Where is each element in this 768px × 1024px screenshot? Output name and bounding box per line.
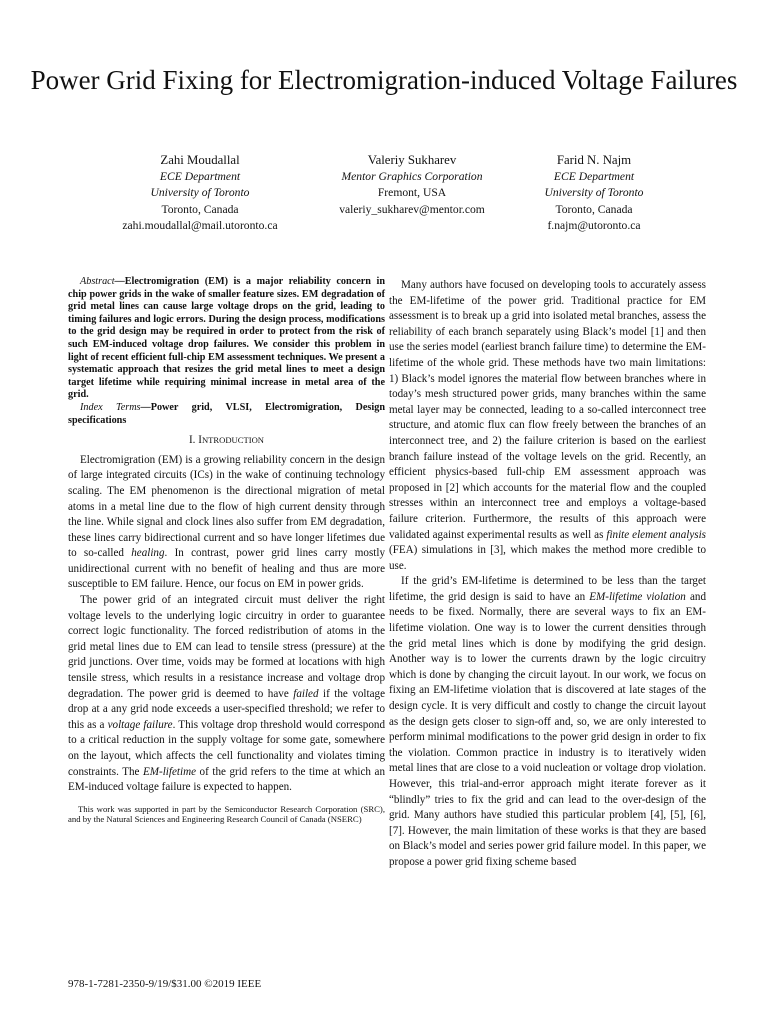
abstract-lead: Abstract bbox=[80, 276, 115, 287]
author-block-1 bbox=[100, 152, 300, 234]
author-org: University of Toronto bbox=[150, 186, 250, 200]
author-dept: ECE Department bbox=[553, 170, 635, 184]
author-name: Zahi Moudallal bbox=[160, 153, 240, 167]
section-title-initial: I bbox=[198, 434, 202, 447]
intro-paragraph-4: If the grid’s EM-lifetime is determined to be less than the target lifetime, the grid design is said to have an EM-lifetime violation and needs to be fixed. Normally, there are several ways to fix an EM-lifetime violation. One way is to lower the current densities through the grid metal lines which is done by modifying the grid design. Another way is to lower the currents drawn by the logic circuitry which is done by changing the circuit layout. In our work, we focus on fixing an EM-lifetime violation that is discovered at late stages of the design cycle. It is very difficult and costly to change the circuit layout as the design gets closer to sign-off and, so, we are only interested to perform minimal modifications to the power grid design in order to fix the violation. Common practice in industry is to iteratively widen metal lines that are close to a void nucleation or voltage drop violation. However, this trial-and-error approach might iterate forever as it “blindly” tries to fix the grid and can lead to the over-design of the grid. Many authors have studied this particular problem [4], [5], [6], [7]. However, the main limitation of these works is that they are based on Black’s model and series power grid failure model. In this paper, we propose a power grid fixing scheme based bbox=[389, 575, 707, 868]
section-heading-introduction bbox=[68, 433, 385, 449]
right-column bbox=[389, 278, 706, 871]
author-name: Farid N. Najm bbox=[556, 153, 632, 167]
author-email: valeriy_sukharev@mentor.com bbox=[339, 202, 485, 216]
index-terms-text: —Power grid, VLSI, Electromigration, Design specifications bbox=[68, 401, 385, 426]
author-email: zahi.moudallal@mail.utoronto.ca bbox=[122, 218, 278, 232]
index-terms-lead: Index Terms bbox=[80, 401, 141, 413]
author-location: Toronto, Canada bbox=[555, 202, 633, 216]
author-name: Valeriy Sukharev bbox=[367, 153, 457, 167]
author-location: Fremont, USA bbox=[377, 186, 447, 200]
paper-title: Power Grid Fixing for Electromigration-induced Voltage Failures bbox=[30, 65, 738, 95]
copyright-notice: 978-1-7281-2350-9/19/$31.00 ©2019 IEEE bbox=[68, 978, 262, 990]
author-org: Mentor Graphics Corporation bbox=[341, 170, 483, 184]
author-block-3 bbox=[494, 152, 694, 234]
author-location: Toronto, Canada bbox=[161, 202, 239, 216]
author-dept: ECE Department bbox=[159, 170, 241, 184]
footnote: This work was supported in part by the Semiconductor Research Corporation (SRC), and by the Natural Sciences and Engineering Research Council of Canada (NSERC) bbox=[68, 803, 385, 825]
author-email: f.najm@utoronto.ca bbox=[547, 218, 641, 232]
left-column bbox=[68, 276, 385, 825]
section-numeral: I. bbox=[188, 434, 196, 447]
author-org: University of Toronto bbox=[544, 186, 644, 200]
section-title-rest: NTRODUCTION bbox=[201, 435, 264, 446]
intro-paragraph-2: The power grid of an integrated circuit must deliver the right voltage levels to the underlying logic circuitry in order to guarantee correct logic functionality. The forced redistribution of atoms in the grid metal lines due to EM can lead to tensile stress (pressure) at the grid junctions. Over time, voids may be formed at locations with high tensile stress, which results in a resistance increase and voltage drop degradation. The power grid is deemed to have failed if the voltage drop at a any grid node exceeds a user-specified threshold; we refer to this as a voltage failure. This voltage drop threshold would correspond to a critical reduction in the supply voltage for some gate, somewhere on the layout, which affects the cell functionality and violates timing constraints. The EM-lifetime of the grid refers to the time at which an EM-induced voltage failure is expected to happen. bbox=[68, 594, 385, 794]
abstract-text: —Electromigration (EM) is a major reliability concern in chip power grids in the wake of smaller feature sizes. EM degradation of grid metal lines can cause large voltage drops on the grid, leading to timing failures and logic errors. During the design process, modifications to the grid design may be required in order to protect from the risk of such EM-induced voltage drop failures. We consider this problem in light of recent efficient full-chip EM assessment techniques. We present a systematic approach that resizes the grid metal lines to meet a design target lifetime while requiring minimal increase in metal area of the grid. bbox=[68, 276, 385, 401]
intro-paragraph-3: Many authors have focused on developing tools to accurately assess the EM-lifetime of the power grid. Traditional practice for EM assessment is to break up a grid into isolated metal branches, assess the reliability of each branch separately using Black’s model [1] and then use the series model (earliest branch failure time) to determine the EM-lifetime of the whole grid. These methods have two main limitations: 1) Black’s model ignores the material flow between branches where in today’s mesh structured power grids, many branches within the same metal layer may be connected, leading to a so-called interconnect tree structure, and atomic flux can flow freely between the branches of an interconnect tree, and 2) the failure criterion is based on the earliest branch failure instead of the voltage levels on the grid. Recently, an efficient physics-based full-chip EM assessment approach was proposed in [2] which accounts for the material flow and the coupled stresses within an interconnect tree and employs a voltage-based failure criterion. Furthermore, the results of this approach were validated against experimental results as well as finite element analysis (FEA) simulations in [3], which makes the method more credible to use. bbox=[389, 279, 706, 572]
intro-paragraph-1: Electromigration (EM) is a growing reliability concern in the design of large integrated circuits (ICs) in the wake of continuing technology scaling. The EM phenomenon is the directional migration of metal atoms in a metal line due to the flow of high current density through the line. While signal and clock lines also suffer from EM degradation, these lines carry bidirectional current and so have longer lifetimes due to so-called healing. In contrast, power grid lines carry mostly unidirectional current with no benefit of healing and thus are more susceptible to EM failure. Hence, our focus on EM in power grids. bbox=[68, 453, 385, 591]
abstract bbox=[68, 276, 385, 427]
author-block-2 bbox=[312, 152, 512, 218]
